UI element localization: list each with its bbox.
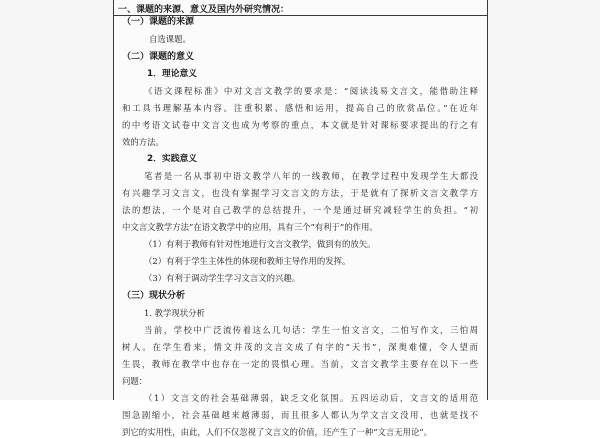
practice-line: 中文言文教学方法”在语文教学中的应用，具有三个“有利于”的作用。 (122, 222, 378, 232)
benefit-item: （2）有利于学生主体性的体现和教师主导作用的发挥。 (144, 256, 351, 266)
problem-line: （1）文言文的社会基础薄弱，缺乏文化氛围。五四运动后，文言文的适用范 (144, 393, 478, 403)
status-line: 树人。在学生看来，情文并茂的文言文成了有字的“天书”，深奥难懂，令人望而 (122, 342, 478, 352)
problem-line: 到它的实用性，由此，人们不仅忽视了文言文的价值，还产生了一种“文言无用论”。 (122, 427, 433, 437)
practice-line: 有兴趣学习文言文，也没有掌握学习文言文的方法，于是就有了探析文言文教学方 (122, 188, 478, 198)
benefit-item: （3）有利于调动学生学习文言文的兴趣。 (144, 273, 301, 283)
theory-line: 和工具书理解基本内容。注重积累、感悟和运用，提高自己的欣赏品位。”在近年 (122, 103, 478, 113)
theory-line: 《语文课程标准》中对文言文教学的要求是：“阅读浅易文言文，能借助注释 (144, 86, 478, 96)
subsection-title-theory: 1．理论意义 (147, 69, 198, 79)
status-line: 当前，学校中广泛流传着这么几句话：学生一怕文言文，二怕写作文，三怕周 (144, 325, 478, 335)
table-header-row (114, 0, 487, 16)
source-text: 自选课题。 (149, 34, 191, 44)
form-table-frame (113, 0, 488, 437)
section-title-status: （三）现状分析 (122, 291, 186, 301)
table-header-title: 一、课题的来源、意义及国内外研究情况： (118, 5, 290, 15)
theory-line: 效的方法。 (122, 137, 164, 147)
status-line: 生畏，教师在教学中也存在一定的畏惧心理。当前，文言文教学主要存在以下一些 (122, 359, 478, 369)
section-title-significance: （二）课题的意义 (122, 52, 195, 62)
problem-line: 围急剧缩小，社会基础越来越薄弱，而且很多人都认为学文言文没用，也就是找不 (122, 410, 478, 420)
subsection-title-teaching-status: 1. 教学现状分析 (144, 308, 205, 318)
benefit-item: （1）有利于教师有针对性地进行文言文教学，做到有的放矢。 (144, 239, 376, 249)
practice-line: 法的想法，一个是对自己教学的总结提升，一个是通过研究减轻学生的负担。“初 (122, 205, 478, 215)
practice-line: 笔者是一名从事初中语文教学八年的一线教师，在教学过程中发现学生大都没 (144, 171, 478, 181)
status-line: 问题： (122, 376, 148, 386)
section-title-source: （一）课题的来源 (122, 17, 195, 27)
theory-line: 的中考语文试卷中文言文也成为考察的重点，本文就是针对课标要求提出的行之有 (122, 120, 478, 130)
subsection-title-practice: 2．实践意义 (147, 154, 198, 164)
